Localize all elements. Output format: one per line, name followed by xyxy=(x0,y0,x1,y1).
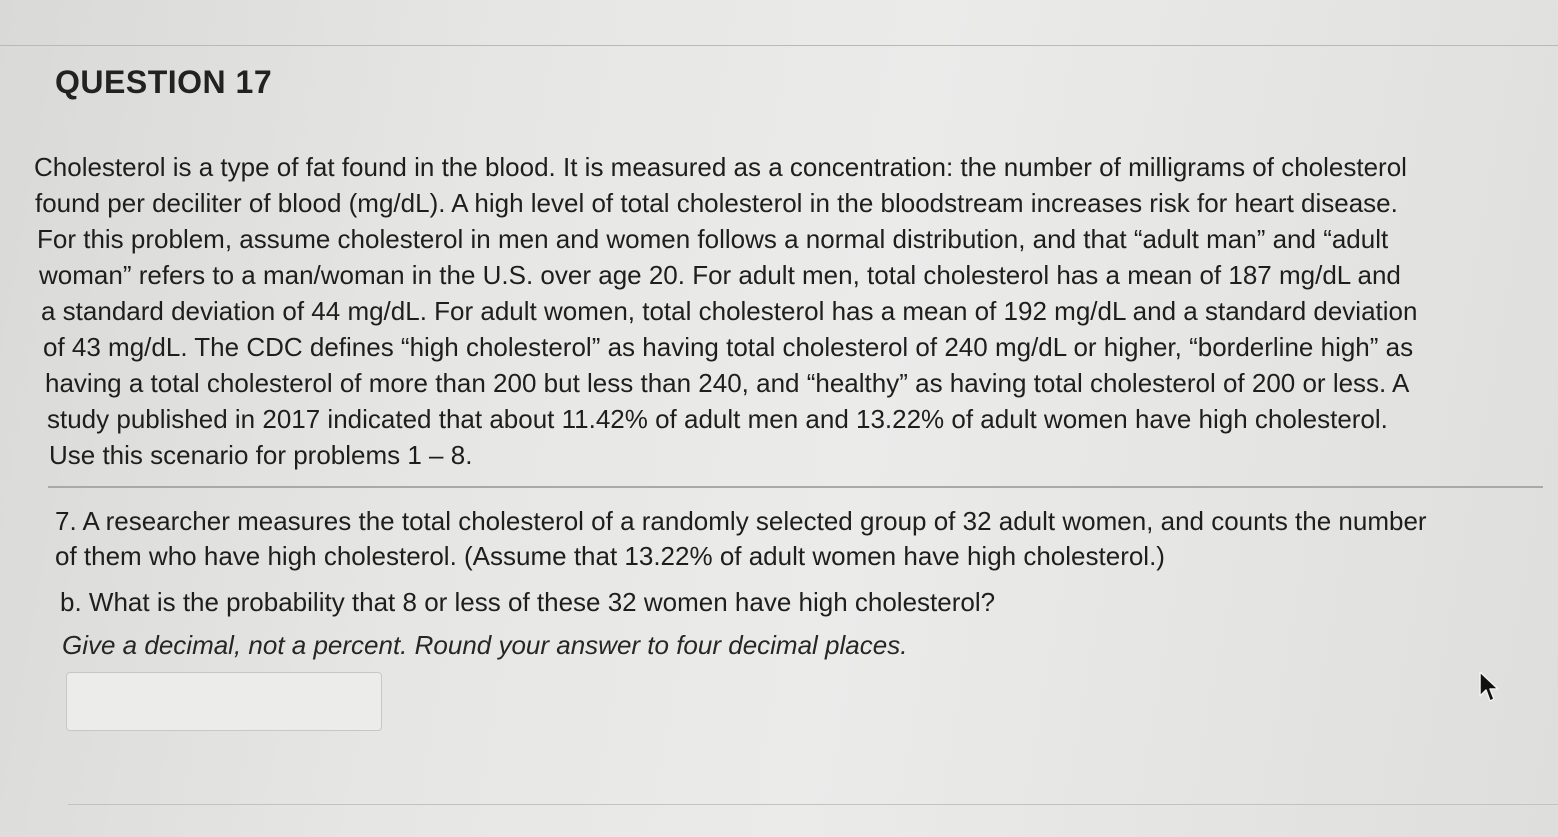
answer-input[interactable] xyxy=(66,672,382,731)
scenario-line: having a total cholesterol of more than 200 but less than 240, and “healthy” as having total cholesterol of 200 or less. A xyxy=(45,368,1410,398)
scenario-text xyxy=(34,149,1554,473)
scenario-line: Use this scenario for problems 1 – 8. xyxy=(49,440,473,470)
scenario-line: of 43 mg/dL. The CDC defines “high cholesterol” as having total cholesterol of 240 mg/dL or higher, “borderline high” as xyxy=(43,332,1414,362)
scenario-line: found per deciliter of blood (mg/dL). A high level of total cholesterol in the bloodstream increases risk for heart disease. xyxy=(35,188,1398,218)
problem-line: 7. A researcher measures the total cholesterol of a randomly selected group of 32 adult women, and counts the number xyxy=(55,506,1427,536)
scenario-line: a standard deviation of 44 mg/dL. For adult women, total cholesterol has a mean of 192 mg/dL and a standard deviation xyxy=(41,296,1418,326)
top-divider xyxy=(0,45,1558,46)
bottom-divider xyxy=(68,804,1558,805)
problem-line: of them who have high cholesterol. (Assume that 13.22% of adult women have high cholesterol.) xyxy=(55,541,1165,571)
problem-text xyxy=(55,504,1545,574)
scenario-line: study published in 2017 indicated that about 11.42% of adult men and 13.22% of adult women have high cholesterol. xyxy=(47,404,1388,434)
question-title: QUESTION 17 xyxy=(55,64,273,100)
part-b-question: b. What is the probability that 8 or less of these 32 women have high cholesterol? xyxy=(60,587,996,617)
answer-instruction: Give a decimal, not a percent. Round your answer to four decimal places. xyxy=(62,630,908,660)
section-divider xyxy=(48,486,1543,488)
scenario-line: woman” refers to a man/woman in the U.S. over age 20. For adult men, total cholesterol has a mean of 187 mg/dL and xyxy=(39,260,1401,290)
mouse-pointer-icon xyxy=(1478,670,1500,704)
scenario-line: For this problem, assume cholesterol in men and women follows a normal distribution, and that “adult man” and “adult xyxy=(37,224,1389,254)
scenario-line: Cholesterol is a type of fat found in the blood. It is measured as a concentration: the number of milligrams of cholesterol xyxy=(34,152,1407,182)
